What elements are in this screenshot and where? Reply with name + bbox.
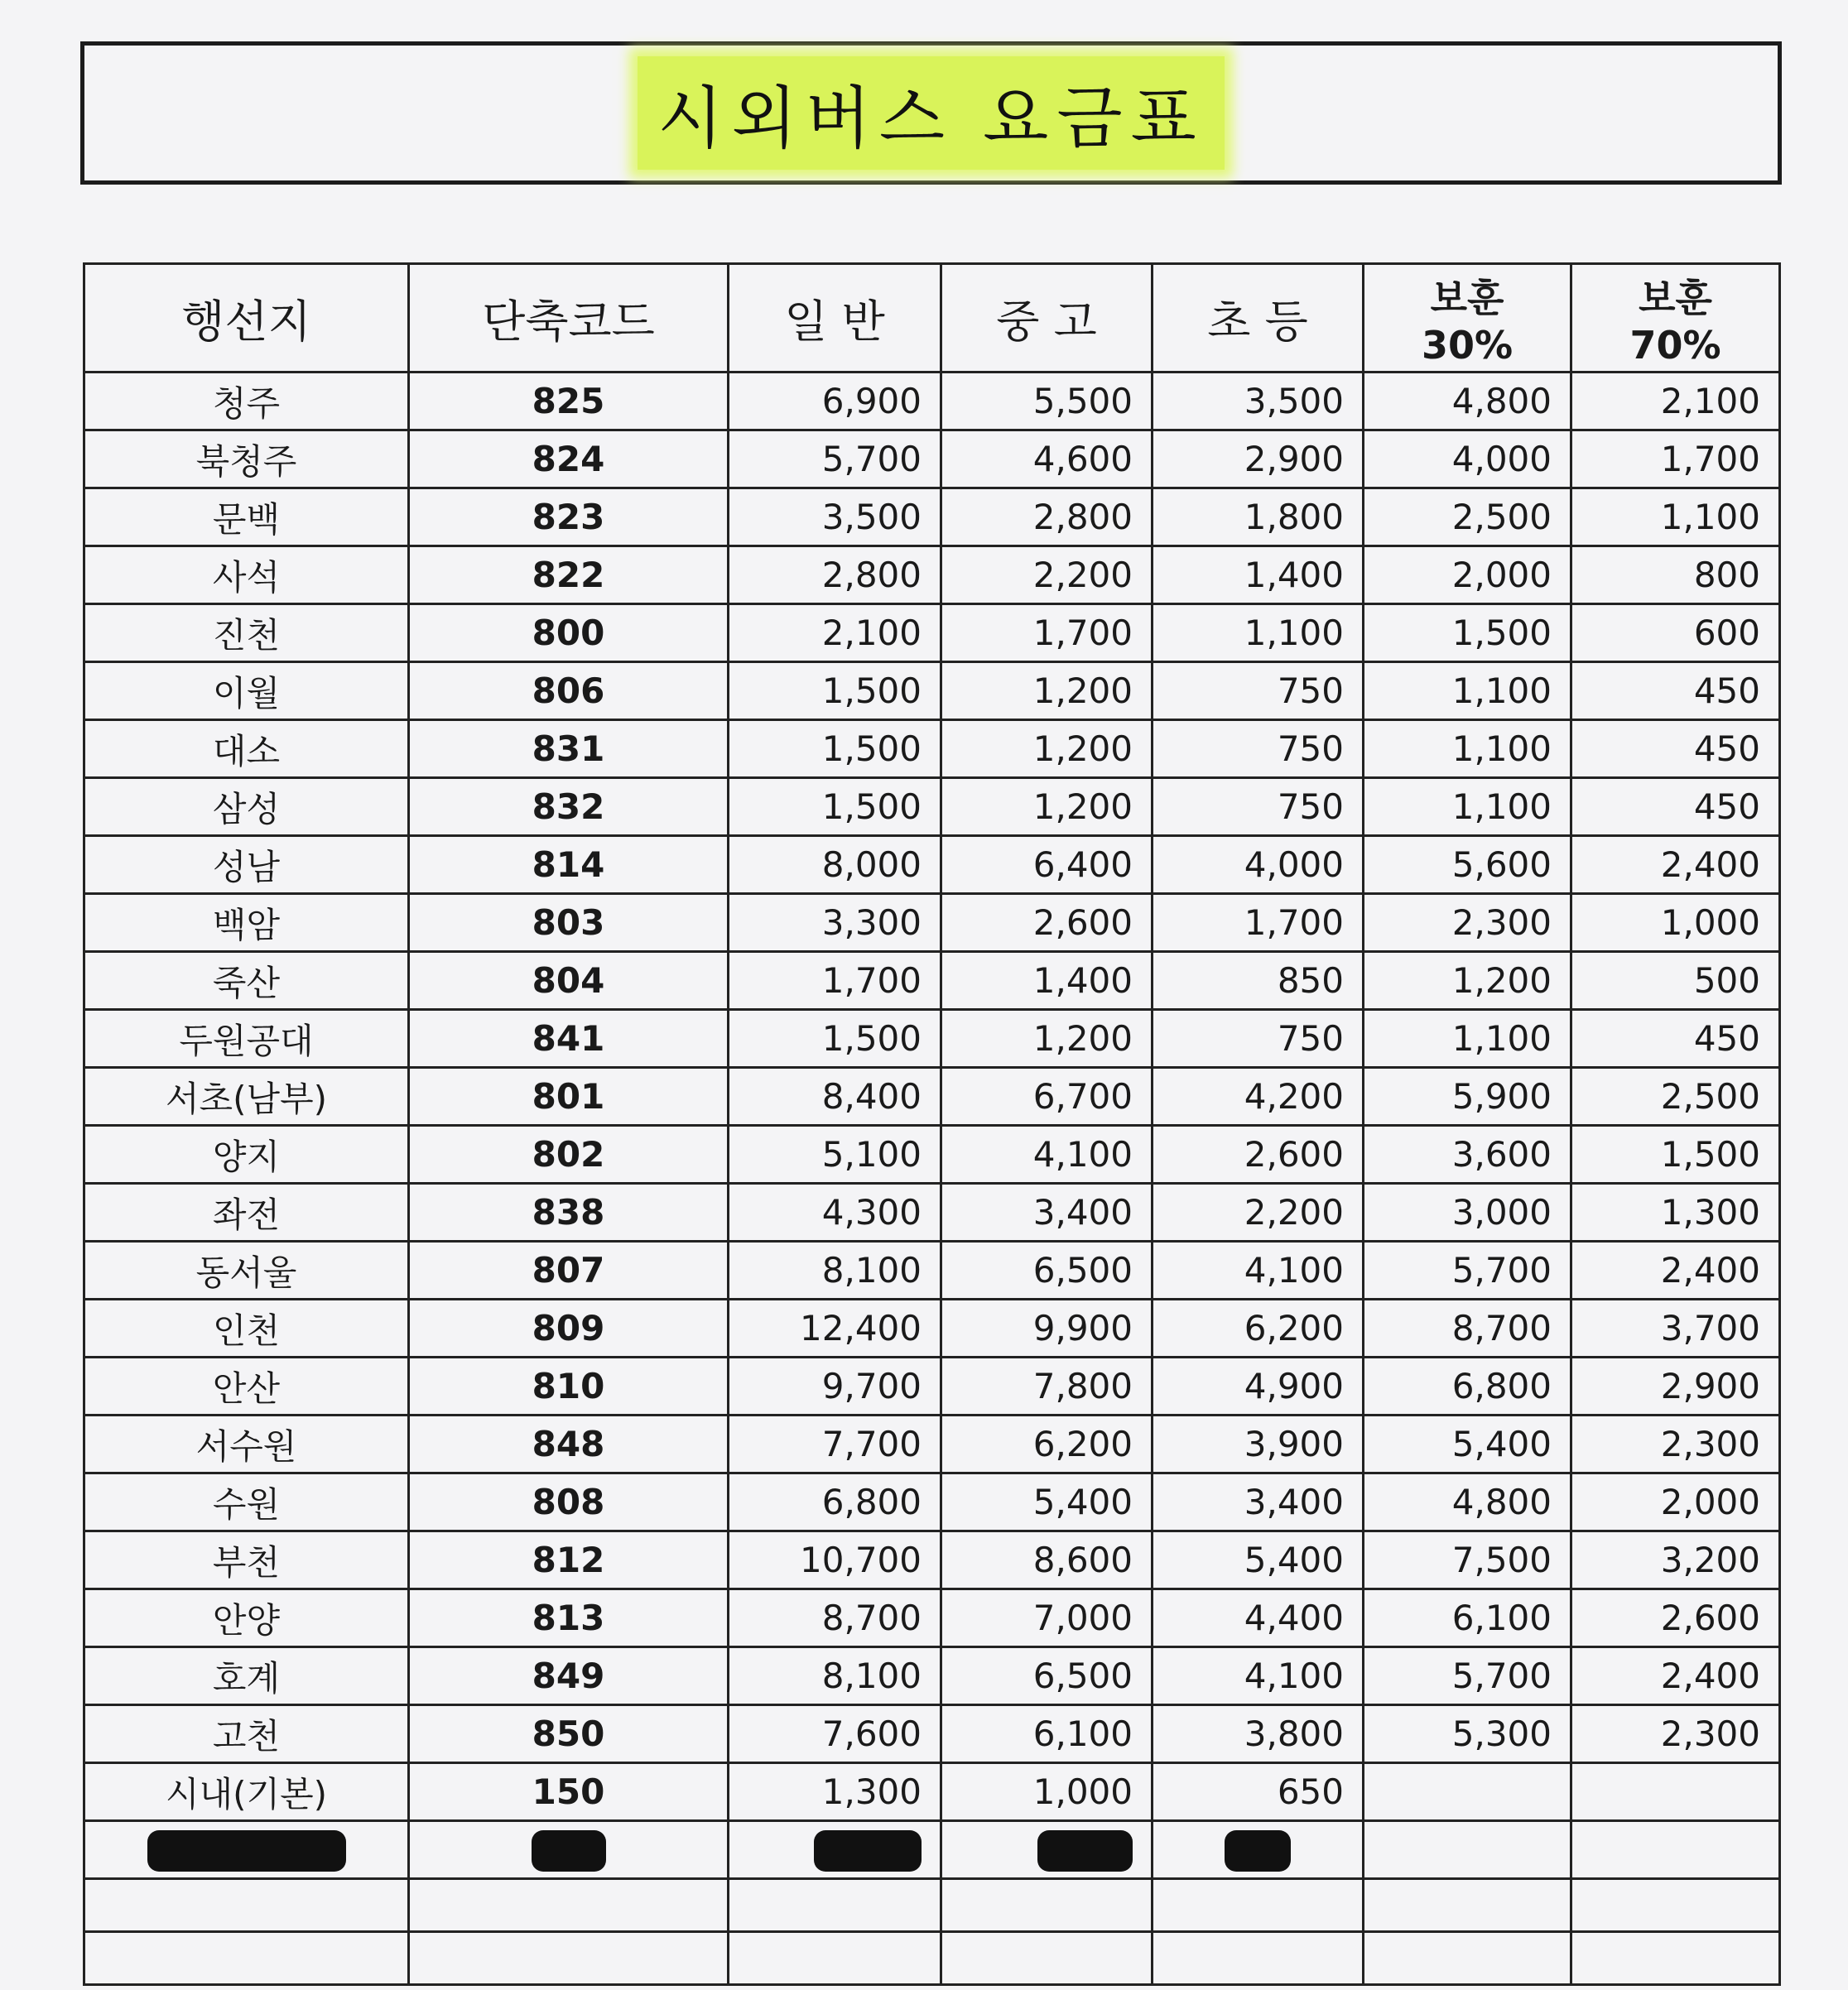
fare-general-cell: 8,400 bbox=[729, 1068, 941, 1126]
header-destination: 행선지 bbox=[84, 264, 409, 373]
fare-middle-high-cell: 7,000 bbox=[941, 1589, 1153, 1647]
fare-veteran-70-cell: 1,100 bbox=[1571, 488, 1780, 546]
fare-veteran-30-cell: 8,700 bbox=[1364, 1300, 1571, 1358]
fare-row bbox=[84, 1473, 1780, 1531]
fare-general-cell: 7,600 bbox=[729, 1705, 941, 1763]
fare-general-cell: 5,700 bbox=[729, 430, 941, 488]
destination-cell: 동서울 bbox=[84, 1242, 409, 1300]
fare-middle-high-cell: 1,400 bbox=[941, 952, 1153, 1010]
fare-general-cell: 6,900 bbox=[729, 373, 941, 430]
fare-veteran-70-cell: 1,500 bbox=[1571, 1126, 1780, 1184]
fare-general-cell: 1,500 bbox=[729, 778, 941, 836]
fare-general-cell: 8,000 bbox=[729, 836, 941, 894]
fare-row bbox=[84, 546, 1780, 604]
destination-cell: 인천 bbox=[84, 1300, 409, 1358]
fare-veteran-70-cell: 2,400 bbox=[1571, 1647, 1780, 1705]
redacted-cell bbox=[409, 1821, 729, 1879]
fare-row bbox=[84, 1531, 1780, 1589]
fare-middle-high-cell: 1,200 bbox=[941, 720, 1153, 778]
fare-veteran-70-cell: 2,900 bbox=[1571, 1358, 1780, 1416]
code-cell: 807 bbox=[409, 1242, 729, 1300]
empty-cell bbox=[1364, 1821, 1571, 1879]
destination-cell: 백암 bbox=[84, 894, 409, 952]
header-veteran-30: 보훈 30% bbox=[1364, 264, 1571, 373]
destination-cell: 진천 bbox=[84, 604, 409, 662]
fare-row bbox=[84, 952, 1780, 1010]
fare-general-cell: 1,700 bbox=[729, 952, 941, 1010]
destination-cell: 두원공대 bbox=[84, 1010, 409, 1068]
code-cell: 802 bbox=[409, 1126, 729, 1184]
code-cell: 831 bbox=[409, 720, 729, 778]
code-cell: 850 bbox=[409, 1705, 729, 1763]
destination-cell: 서수원 bbox=[84, 1416, 409, 1473]
fare-veteran-70-cell: 2,300 bbox=[1571, 1705, 1780, 1763]
code-cell: 838 bbox=[409, 1184, 729, 1242]
code-cell: 810 bbox=[409, 1358, 729, 1416]
fare-veteran-30-cell: 4,800 bbox=[1364, 1473, 1571, 1531]
destination-cell: 죽산 bbox=[84, 952, 409, 1010]
fare-elementary-cell: 750 bbox=[1153, 720, 1364, 778]
empty-cell bbox=[1571, 1821, 1780, 1879]
fare-row bbox=[84, 1184, 1780, 1242]
fare-veteran-70-cell: 500 bbox=[1571, 952, 1780, 1010]
fare-row bbox=[84, 1300, 1780, 1358]
destination-cell: 부천 bbox=[84, 1531, 409, 1589]
fare-row bbox=[84, 778, 1780, 836]
destination-cell: 사석 bbox=[84, 546, 409, 604]
header-middle-high: 중 고 bbox=[941, 264, 1153, 373]
fare-general-cell: 8,700 bbox=[729, 1589, 941, 1647]
fare-elementary-cell: 3,900 bbox=[1153, 1416, 1364, 1473]
fare-veteran-30-cell: 2,000 bbox=[1364, 546, 1571, 604]
fare-elementary-cell: 1,800 bbox=[1153, 488, 1364, 546]
empty-cell bbox=[84, 1932, 409, 1985]
fare-general-cell: 2,800 bbox=[729, 546, 941, 604]
fare-veteran-70-cell: 1,000 bbox=[1571, 894, 1780, 952]
code-cell: 822 bbox=[409, 546, 729, 604]
fare-elementary-cell: 850 bbox=[1153, 952, 1364, 1010]
fare-elementary-cell: 1,100 bbox=[1153, 604, 1364, 662]
fare-veteran-30-cell: 1,100 bbox=[1364, 662, 1571, 720]
fare-middle-high-cell: 4,600 bbox=[941, 430, 1153, 488]
fare-elementary-cell: 3,500 bbox=[1153, 373, 1364, 430]
title-box bbox=[80, 41, 1782, 185]
code-cell: 800 bbox=[409, 604, 729, 662]
fare-row bbox=[84, 720, 1780, 778]
fare-row bbox=[84, 1647, 1780, 1705]
destination-cell: 이월 bbox=[84, 662, 409, 720]
fare-veteran-30-cell: 6,800 bbox=[1364, 1358, 1571, 1416]
fare-general-cell: 3,500 bbox=[729, 488, 941, 546]
code-cell: 832 bbox=[409, 778, 729, 836]
code-cell: 849 bbox=[409, 1647, 729, 1705]
empty-cell bbox=[1153, 1879, 1364, 1932]
empty-cell bbox=[409, 1879, 729, 1932]
fare-general-cell: 3,300 bbox=[729, 894, 941, 952]
fare-middle-high-cell: 3,400 bbox=[941, 1184, 1153, 1242]
fare-middle-high-cell: 2,200 bbox=[941, 546, 1153, 604]
empty-cell bbox=[729, 1879, 941, 1932]
fare-elementary-cell: 4,200 bbox=[1153, 1068, 1364, 1126]
fare-elementary-cell: 3,800 bbox=[1153, 1705, 1364, 1763]
fare-elementary-cell: 3,400 bbox=[1153, 1473, 1364, 1531]
destination-cell: 양지 bbox=[84, 1126, 409, 1184]
fare-veteran-30-cell: 1,500 bbox=[1364, 604, 1571, 662]
header-elementary: 초 등 bbox=[1153, 264, 1364, 373]
fare-row bbox=[84, 488, 1780, 546]
fare-general-cell: 8,100 bbox=[729, 1242, 941, 1300]
empty-cell bbox=[1364, 1879, 1571, 1932]
fare-veteran-30-cell: 2,300 bbox=[1364, 894, 1571, 952]
fare-general-cell: 1,500 bbox=[729, 1010, 941, 1068]
fare-middle-high-cell: 4,100 bbox=[941, 1126, 1153, 1184]
destination-cell: 안산 bbox=[84, 1358, 409, 1416]
page-title: 시외버스 요금표 bbox=[638, 56, 1225, 170]
code-cell: 824 bbox=[409, 430, 729, 488]
fare-elementary-cell: 750 bbox=[1153, 778, 1364, 836]
empty-cell bbox=[1364, 1932, 1571, 1985]
fare-veteran-70-cell: 1,700 bbox=[1571, 430, 1780, 488]
destination-cell: 고천 bbox=[84, 1705, 409, 1763]
fare-middle-high-cell: 2,600 bbox=[941, 894, 1153, 952]
fare-row bbox=[84, 1705, 1780, 1763]
destination-cell: 수원 bbox=[84, 1473, 409, 1531]
fare-veteran-70-cell: 2,000 bbox=[1571, 1473, 1780, 1531]
code-cell: 808 bbox=[409, 1473, 729, 1531]
blank-row bbox=[84, 1879, 1780, 1932]
fare-row bbox=[84, 1763, 1780, 1821]
fare-veteran-30-cell: 1,100 bbox=[1364, 720, 1571, 778]
fare-general-cell: 7,700 bbox=[729, 1416, 941, 1473]
fare-veteran-30-cell: 1,100 bbox=[1364, 1010, 1571, 1068]
fare-middle-high-cell: 7,800 bbox=[941, 1358, 1153, 1416]
code-cell: 809 bbox=[409, 1300, 729, 1358]
fare-general-cell: 2,100 bbox=[729, 604, 941, 662]
fare-veteran-70-cell: 2,300 bbox=[1571, 1416, 1780, 1473]
fare-row bbox=[84, 1416, 1780, 1473]
fare-elementary-cell: 750 bbox=[1153, 1010, 1364, 1068]
fare-elementary-cell: 650 bbox=[1153, 1763, 1364, 1821]
fare-veteran-30-cell: 5,900 bbox=[1364, 1068, 1571, 1126]
fare-general-cell: 10,700 bbox=[729, 1531, 941, 1589]
redacted-cell bbox=[1153, 1821, 1364, 1879]
fare-elementary-cell: 750 bbox=[1153, 662, 1364, 720]
fare-veteran-30-cell: 5,700 bbox=[1364, 1242, 1571, 1300]
fare-table bbox=[83, 262, 1781, 1986]
fare-general-cell: 9,700 bbox=[729, 1358, 941, 1416]
fare-veteran-70-cell: 2,400 bbox=[1571, 1242, 1780, 1300]
code-cell: 150 bbox=[409, 1763, 729, 1821]
fare-elementary-cell: 6,200 bbox=[1153, 1300, 1364, 1358]
fare-middle-high-cell: 6,200 bbox=[941, 1416, 1153, 1473]
fare-row bbox=[84, 373, 1780, 430]
fare-general-cell: 4,300 bbox=[729, 1184, 941, 1242]
code-cell: 801 bbox=[409, 1068, 729, 1126]
empty-cell bbox=[941, 1879, 1153, 1932]
code-cell: 804 bbox=[409, 952, 729, 1010]
redacted-cell bbox=[941, 1821, 1153, 1879]
fare-general-cell: 1,500 bbox=[729, 662, 941, 720]
fare-general-cell: 12,400 bbox=[729, 1300, 941, 1358]
code-cell: 806 bbox=[409, 662, 729, 720]
fare-veteran-70-cell: 2,400 bbox=[1571, 836, 1780, 894]
blank-row bbox=[84, 1932, 1780, 1985]
code-cell: 812 bbox=[409, 1531, 729, 1589]
fare-row bbox=[84, 1358, 1780, 1416]
fare-general-cell: 1,500 bbox=[729, 720, 941, 778]
fare-veteran-30-cell: 4,000 bbox=[1364, 430, 1571, 488]
fare-row bbox=[84, 894, 1780, 952]
fare-veteran-30-cell: 5,300 bbox=[1364, 1705, 1571, 1763]
fare-middle-high-cell: 6,100 bbox=[941, 1705, 1153, 1763]
fare-veteran-30-cell: 5,600 bbox=[1364, 836, 1571, 894]
code-cell: 848 bbox=[409, 1416, 729, 1473]
fare-veteran-30-cell: 4,800 bbox=[1364, 373, 1571, 430]
destination-cell: 청주 bbox=[84, 373, 409, 430]
fare-veteran-30-cell: 1,200 bbox=[1364, 952, 1571, 1010]
fare-middle-high-cell: 1,200 bbox=[941, 662, 1153, 720]
destination-cell: 좌전 bbox=[84, 1184, 409, 1242]
fare-veteran-70-cell: 600 bbox=[1571, 604, 1780, 662]
empty-cell bbox=[1153, 1932, 1364, 1985]
empty-cell bbox=[729, 1932, 941, 1985]
fare-veteran-30-cell bbox=[1364, 1763, 1571, 1821]
header-row bbox=[84, 264, 1780, 373]
fare-elementary-cell: 1,400 bbox=[1153, 546, 1364, 604]
fare-veteran-70-cell: 2,600 bbox=[1571, 1589, 1780, 1647]
fare-veteran-70-cell: 800 bbox=[1571, 546, 1780, 604]
empty-cell bbox=[1571, 1879, 1780, 1932]
fare-middle-high-cell: 1,200 bbox=[941, 1010, 1153, 1068]
code-cell: 803 bbox=[409, 894, 729, 952]
code-cell: 814 bbox=[409, 836, 729, 894]
fare-middle-high-cell: 9,900 bbox=[941, 1300, 1153, 1358]
fare-elementary-cell: 4,100 bbox=[1153, 1242, 1364, 1300]
fare-veteran-30-cell: 3,000 bbox=[1364, 1184, 1571, 1242]
fare-elementary-cell: 2,900 bbox=[1153, 430, 1364, 488]
destination-cell: 시내(기본) bbox=[84, 1763, 409, 1821]
header-veteran-70: 보훈 70% bbox=[1571, 264, 1780, 373]
fare-veteran-70-cell: 1,300 bbox=[1571, 1184, 1780, 1242]
destination-cell: 문백 bbox=[84, 488, 409, 546]
destination-cell: 삼성 bbox=[84, 778, 409, 836]
fare-row bbox=[84, 604, 1780, 662]
fare-middle-high-cell: 1,200 bbox=[941, 778, 1153, 836]
fare-elementary-cell: 4,400 bbox=[1153, 1589, 1364, 1647]
fare-veteran-30-cell: 7,500 bbox=[1364, 1531, 1571, 1589]
fare-elementary-cell: 2,600 bbox=[1153, 1126, 1364, 1184]
fare-elementary-cell: 4,100 bbox=[1153, 1647, 1364, 1705]
fare-elementary-cell: 1,700 bbox=[1153, 894, 1364, 952]
fare-middle-high-cell: 6,500 bbox=[941, 1242, 1153, 1300]
empty-cell bbox=[409, 1932, 729, 1985]
fare-veteran-30-cell: 3,600 bbox=[1364, 1126, 1571, 1184]
empty-cell bbox=[84, 1879, 409, 1932]
fare-veteran-70-cell: 450 bbox=[1571, 662, 1780, 720]
fare-row bbox=[84, 1010, 1780, 1068]
fare-row bbox=[84, 430, 1780, 488]
fare-middle-high-cell: 6,700 bbox=[941, 1068, 1153, 1126]
fare-veteran-30-cell: 1,100 bbox=[1364, 778, 1571, 836]
destination-cell: 안양 bbox=[84, 1589, 409, 1647]
destination-cell: 호계 bbox=[84, 1647, 409, 1705]
fare-elementary-cell: 2,200 bbox=[1153, 1184, 1364, 1242]
code-cell: 841 bbox=[409, 1010, 729, 1068]
fare-elementary-cell: 5,400 bbox=[1153, 1531, 1364, 1589]
fare-veteran-70-cell: 450 bbox=[1571, 1010, 1780, 1068]
destination-cell: 대소 bbox=[84, 720, 409, 778]
fare-elementary-cell: 4,900 bbox=[1153, 1358, 1364, 1416]
fare-veteran-70-cell: 2,500 bbox=[1571, 1068, 1780, 1126]
fare-middle-high-cell: 6,400 bbox=[941, 836, 1153, 894]
fare-row bbox=[84, 1242, 1780, 1300]
header-short-code: 단축코드 bbox=[409, 264, 729, 373]
redacted-cell bbox=[84, 1821, 409, 1879]
fare-general-cell: 8,100 bbox=[729, 1647, 941, 1705]
fare-row bbox=[84, 662, 1780, 720]
destination-cell: 서초(남부) bbox=[84, 1068, 409, 1126]
fare-row bbox=[84, 836, 1780, 894]
destination-cell: 성남 bbox=[84, 836, 409, 894]
fare-veteran-30-cell: 5,400 bbox=[1364, 1416, 1571, 1473]
fare-middle-high-cell: 8,600 bbox=[941, 1531, 1153, 1589]
fare-middle-high-cell: 6,500 bbox=[941, 1647, 1153, 1705]
fare-body bbox=[84, 373, 1780, 1985]
header-general: 일 반 bbox=[729, 264, 941, 373]
fare-middle-high-cell: 5,500 bbox=[941, 373, 1153, 430]
fare-middle-high-cell: 1,700 bbox=[941, 604, 1153, 662]
fare-veteran-70-cell: 450 bbox=[1571, 720, 1780, 778]
fare-general-cell: 1,300 bbox=[729, 1763, 941, 1821]
fare-general-cell: 6,800 bbox=[729, 1473, 941, 1531]
fare-middle-high-cell: 5,400 bbox=[941, 1473, 1153, 1531]
fare-row bbox=[84, 1126, 1780, 1184]
empty-cell bbox=[1571, 1932, 1780, 1985]
fare-veteran-70-cell: 3,200 bbox=[1571, 1531, 1780, 1589]
fare-veteran-30-cell: 2,500 bbox=[1364, 488, 1571, 546]
code-cell: 825 bbox=[409, 373, 729, 430]
fare-veteran-30-cell: 5,700 bbox=[1364, 1647, 1571, 1705]
redacted-row bbox=[84, 1821, 1780, 1879]
code-cell: 823 bbox=[409, 488, 729, 546]
fare-row bbox=[84, 1068, 1780, 1126]
empty-cell bbox=[941, 1932, 1153, 1985]
fare-veteran-70-cell bbox=[1571, 1763, 1780, 1821]
fare-elementary-cell: 4,000 bbox=[1153, 836, 1364, 894]
fare-veteran-30-cell: 6,100 bbox=[1364, 1589, 1571, 1647]
destination-cell: 북청주 bbox=[84, 430, 409, 488]
fare-middle-high-cell: 2,800 bbox=[941, 488, 1153, 546]
fare-general-cell: 5,100 bbox=[729, 1126, 941, 1184]
redacted-cell bbox=[729, 1821, 941, 1879]
fare-veteran-70-cell: 450 bbox=[1571, 778, 1780, 836]
fare-veteran-70-cell: 3,700 bbox=[1571, 1300, 1780, 1358]
fare-veteran-70-cell: 2,100 bbox=[1571, 373, 1780, 430]
fare-row bbox=[84, 1589, 1780, 1647]
fare-middle-high-cell: 1,000 bbox=[941, 1763, 1153, 1821]
code-cell: 813 bbox=[409, 1589, 729, 1647]
